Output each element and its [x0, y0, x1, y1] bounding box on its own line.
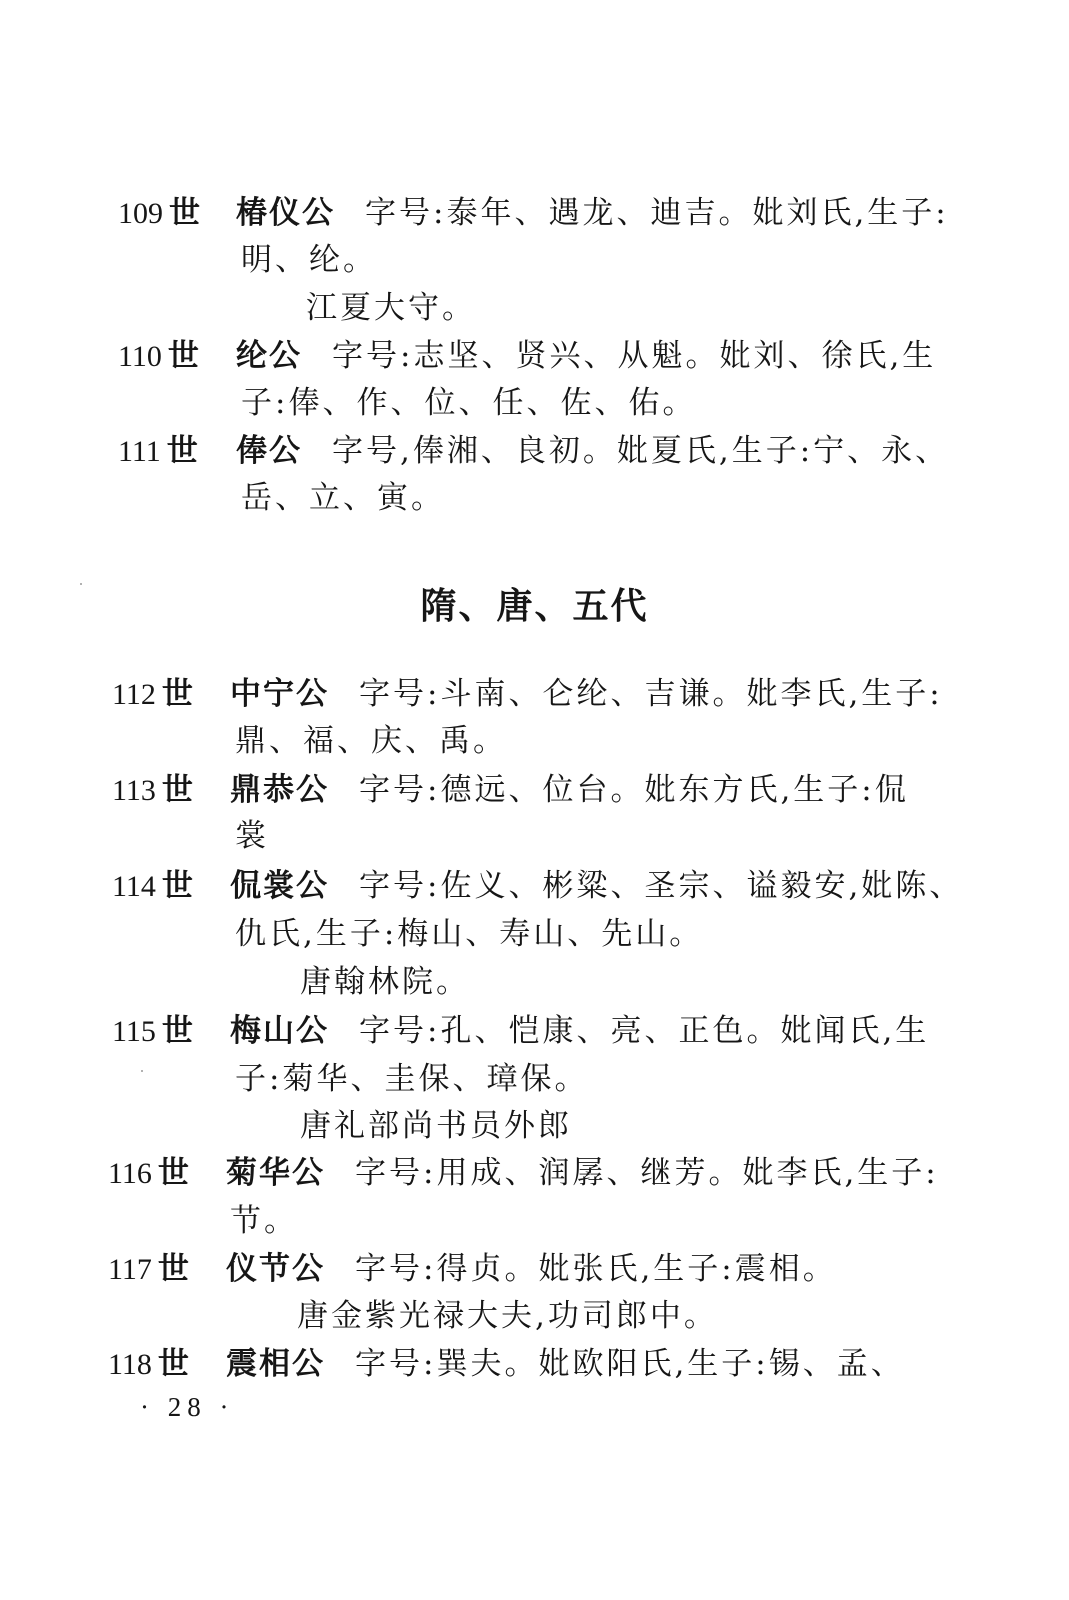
ancestor-name: 菊华公 [226, 1155, 325, 1191]
entry-continuation: 裳 [235, 818, 269, 854]
generation-label [118, 433, 236, 470]
generation-number: 118 [108, 1348, 152, 1381]
entry-text: 字号,俸湘、良初。妣夏氏,生子:宁、永、 [332, 433, 950, 469]
entry-first-line [108, 1251, 837, 1288]
entry-first-line [112, 1013, 929, 1050]
entry-note: 唐金紫光禄大夫,功司郎中。 [297, 1298, 718, 1334]
ancestor-name: 椿仪公 [236, 195, 335, 231]
generation-label [108, 1155, 226, 1192]
generation-number: 116 [108, 1157, 152, 1190]
generation-label [108, 1346, 226, 1383]
entry-text: 字号:孔、恺康、亮、正色。妣闻氏,生 [359, 1013, 930, 1049]
generation-label [112, 676, 230, 713]
page-number: · 28 · [140, 1392, 235, 1422]
entry-note: 江夏大守。 [306, 290, 476, 326]
generation-number: 115 [112, 1015, 156, 1048]
generation-label [118, 338, 236, 375]
ancestor-name: 中宁公 [230, 676, 329, 712]
ancestor-name: 鼎恭公 [230, 772, 329, 808]
entry-note: 唐翰林院。 [300, 964, 470, 1000]
entry-text: 字号:泰年、遇龙、迪吉。妣刘氏,生子: [365, 195, 949, 231]
generation-char: 世 [161, 676, 193, 712]
generation-number: 112 [112, 678, 156, 711]
generation-char: 世 [167, 338, 199, 374]
generation-label [118, 195, 236, 232]
entry-text: 字号:志坚、贤兴、从魁。妣刘、徐氏,生 [332, 338, 937, 374]
ancestor-name: 纶公 [236, 338, 302, 374]
section-title: 隋、唐、五代 [420, 586, 649, 627]
entry-note: 唐礼部尚书员外郎 [300, 1108, 572, 1144]
generation-char: 世 [157, 1346, 189, 1382]
generation-number: 117 [108, 1253, 152, 1286]
entry-continuation: 岳、立、寅。 [241, 480, 445, 516]
ancestor-name: 俸公 [236, 433, 302, 469]
entry-first-line [108, 1155, 939, 1192]
generation-label [112, 772, 230, 809]
generation-label [112, 1013, 230, 1050]
entry-first-line [112, 868, 963, 905]
entry-continuation: 节。 [230, 1203, 298, 1239]
scan-speck [141, 1070, 143, 1072]
entry-first-line [118, 433, 949, 470]
entry-continuation: 明、纶。 [241, 242, 377, 278]
entry-first-line [112, 772, 909, 809]
generation-label [112, 868, 230, 905]
generation-char: 世 [161, 1013, 193, 1049]
generation-label [108, 1251, 226, 1288]
generation-char: 世 [161, 868, 193, 904]
generation-char: 世 [169, 195, 200, 231]
entry-text: 字号:德远、位台。妣东方氏,生子:侃 [359, 772, 909, 808]
generation-char: 世 [157, 1155, 189, 1191]
scan-speck [80, 583, 82, 585]
generation-number: 111 [118, 435, 161, 468]
entry-text: 字号:巽夫。妣欧阳氏,生子:锡、孟、 [355, 1346, 905, 1382]
generation-number: 109 [118, 197, 163, 230]
entry-first-line [118, 195, 949, 232]
generation-char: 世 [161, 772, 193, 808]
ancestor-name: 震相公 [226, 1346, 325, 1382]
entry-continuation: 仇氏,生子:梅山、寿山、先山。 [235, 916, 704, 952]
entry-first-line [112, 676, 943, 713]
entry-text: 字号:得贞。妣张氏,生子:震相。 [355, 1251, 837, 1287]
ancestor-name: 侃裳公 [230, 868, 329, 904]
generation-number: 113 [112, 774, 156, 807]
ancestor-name: 梅山公 [230, 1013, 329, 1049]
generation-number: 110 [118, 340, 162, 373]
entry-text: 字号:用成、润孱、继芳。妣李氏,生子: [355, 1155, 939, 1191]
entry-continuation: 子:菊华、圭保、璋保。 [235, 1061, 589, 1097]
generation-char: 世 [166, 433, 198, 469]
entry-first-line [118, 338, 936, 375]
entry-first-line [108, 1346, 905, 1383]
entry-continuation: 子:俸、作、位、任、佐、佑。 [241, 385, 697, 421]
generation-number: 114 [112, 870, 156, 903]
ancestor-name: 仪节公 [226, 1251, 325, 1287]
entry-continuation: 鼎、福、庆、禹。 [235, 723, 507, 759]
entry-text: 字号:佐义、彬粱、圣宗、谥毅安,妣陈、 [359, 868, 964, 904]
generation-char: 世 [157, 1251, 189, 1287]
entry-text: 字号:斗南、仑纶、吉谦。妣李氏,生子: [359, 676, 943, 712]
